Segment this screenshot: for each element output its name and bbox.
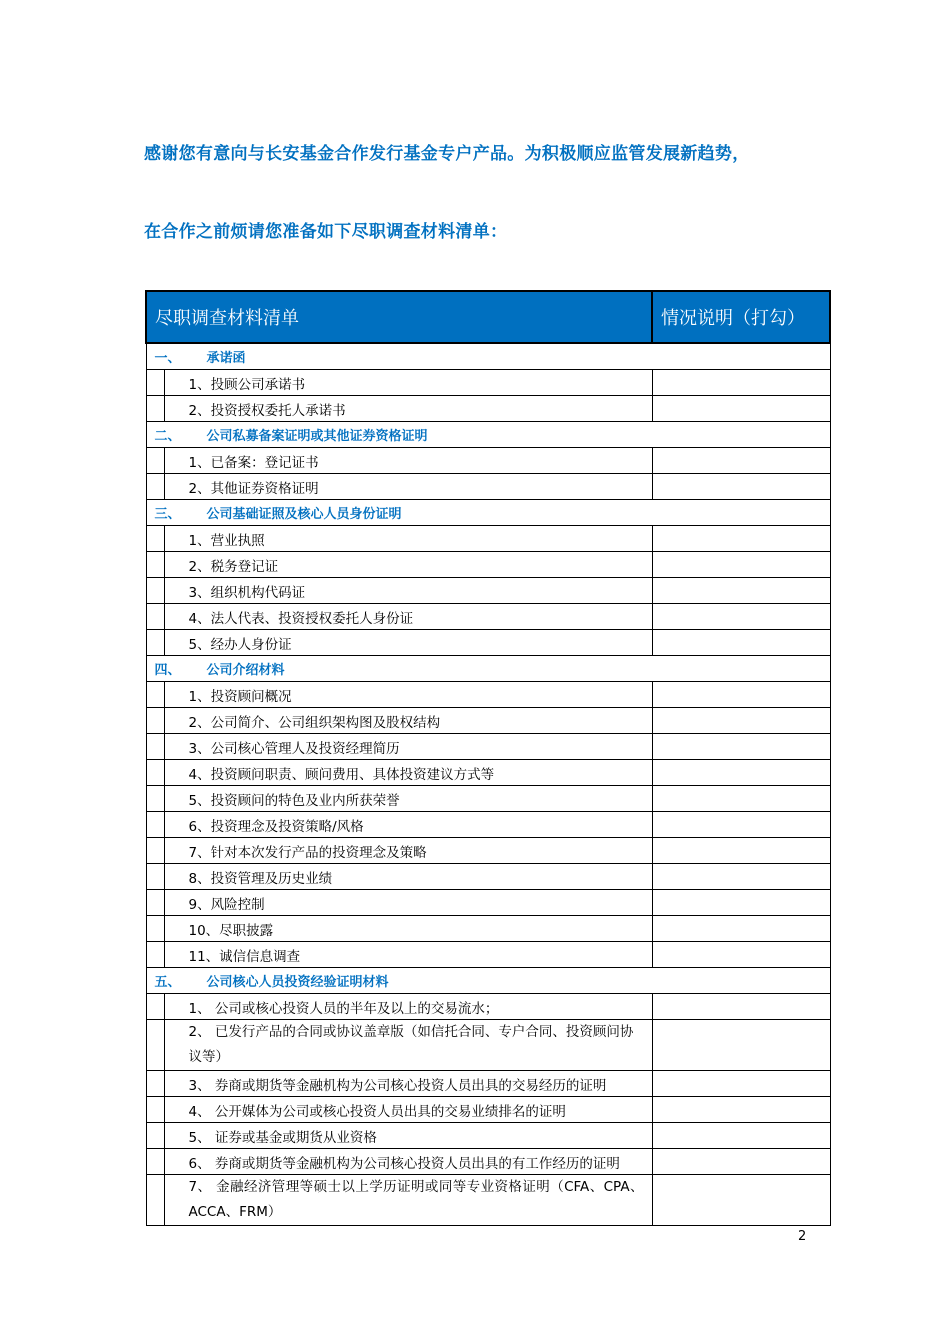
item-label: 5、投资顾问的特色及业内所获荣誉 [164,786,652,812]
section-title: 公司私募备案证明或其他证券资格证明 [206,429,428,444]
item-label: 10、尽职披露 [164,916,652,942]
indent-cell [146,838,164,864]
table-header [146,291,830,343]
check-cell[interactable] [652,1071,830,1097]
item-label: 7、针对本次发行产品的投资理念及策略 [164,838,652,864]
indent-cell [146,942,164,968]
check-cell[interactable] [652,708,830,734]
check-cell[interactable] [652,734,830,760]
page-number: 2 [798,1229,807,1244]
indent-cell [146,1097,164,1123]
table-row [146,890,830,916]
item-label: 1、 公司或核心投资人员的半年及以上的交易流水； [164,994,652,1020]
check-cell[interactable] [652,942,830,968]
intro-line-2: 在合作之前烦请您准备如下尽职调查材料清单： [144,222,508,242]
table-row [146,448,830,474]
item-label: 1、投资顾问概况 [164,682,652,708]
table-row [146,630,830,656]
table-row [146,812,830,838]
indent-cell [146,526,164,552]
check-cell[interactable] [652,682,830,708]
check-cell[interactable] [652,864,830,890]
table-row [146,708,830,734]
table-row [146,1020,830,1071]
item-label: 2、其他证券资格证明 [164,474,652,500]
due-diligence-table [145,290,831,1226]
indent-cell [146,474,164,500]
section-title: 公司核心人员投资经验证明材料 [206,975,389,990]
check-cell[interactable] [652,994,830,1020]
item-label: 2、公司简介、公司组织架构图及股权结构 [164,708,652,734]
item-label: 7、 金融经济管理等硕士以上学历证明或同等专业资格证明（CFA、CPA、ACCA、FRM） [164,1175,652,1226]
section-title: 承诺函 [206,351,246,366]
section-number: 四、 [154,663,181,678]
section-row [146,500,830,526]
section-number: 三、 [154,507,181,522]
indent-cell [146,370,164,396]
check-cell[interactable] [652,552,830,578]
indent-cell [146,760,164,786]
item-label: 3、 券商或期货等金融机构为公司核心投资人员出具的交易经历的证明 [164,1071,652,1097]
indent-cell [146,396,164,422]
item-label: 11、诚信信息调查 [164,942,652,968]
indent-cell [146,448,164,474]
check-cell[interactable] [652,630,830,656]
table-row [146,552,830,578]
indent-cell [146,812,164,838]
table-row [146,838,830,864]
indent-cell [146,1175,164,1226]
check-cell[interactable] [652,396,830,422]
section-title: 公司介绍材料 [206,663,285,678]
indent-cell [146,630,164,656]
item-label: 4、法人代表、投资授权委托人身份证 [164,604,652,630]
section-row [146,968,830,994]
header-check-title: 情况说明（打勾） [652,291,830,343]
table-row [146,604,830,630]
intro-line-1: 感谢您有意向与长安基金合作发行基金专户产品。为积极顺应监管发展新趋势， [144,144,750,164]
check-cell[interactable] [652,916,830,942]
item-label: 4、投资顾问职责、顾问费用、具体投资建议方式等 [164,760,652,786]
item-label: 3、组织机构代码证 [164,578,652,604]
check-cell[interactable] [652,1020,830,1071]
indent-cell [146,1071,164,1097]
item-label: 1、已备案：登记证书 [164,448,652,474]
section-number: 一、 [154,351,181,366]
table-row [146,578,830,604]
indent-cell [146,1123,164,1149]
indent-cell [146,734,164,760]
indent-cell [146,708,164,734]
check-cell[interactable] [652,604,830,630]
item-label: 4、 公开媒体为公司或核心投资人员出具的交易业绩排名的证明 [164,1097,652,1123]
table-row [146,682,830,708]
check-cell[interactable] [652,1175,830,1226]
table-row [146,1071,830,1097]
check-cell[interactable] [652,448,830,474]
check-cell[interactable] [652,838,830,864]
table-row [146,734,830,760]
section-row [146,422,830,448]
check-cell[interactable] [652,474,830,500]
indent-cell [146,786,164,812]
indent-cell [146,916,164,942]
indent-cell [146,890,164,916]
table-row [146,1175,830,1226]
table-row [146,526,830,552]
table-row [146,1123,830,1149]
item-label: 5、经办人身份证 [164,630,652,656]
item-label: 1、营业执照 [164,526,652,552]
item-label: 3、公司核心管理人及投资经理简历 [164,734,652,760]
indent-cell [146,1020,164,1071]
check-cell[interactable] [652,1149,830,1175]
check-cell[interactable] [652,786,830,812]
item-label: 2、税务登记证 [164,552,652,578]
indent-cell [146,578,164,604]
check-cell[interactable] [652,370,830,396]
item-label: 9、风险控制 [164,890,652,916]
table-row [146,916,830,942]
section-title: 公司基础证照及核心人员身份证明 [206,507,402,522]
table-row [146,994,830,1020]
item-label: 5、 证券或基金或期货从业资格 [164,1123,652,1149]
table-row [146,370,830,396]
indent-cell [146,864,164,890]
check-cell[interactable] [652,760,830,786]
check-cell[interactable] [652,812,830,838]
section-number: 二、 [154,429,181,444]
check-cell[interactable] [652,578,830,604]
section-row [146,343,830,370]
item-label: 2、 已发行产品的合同或协议盖章版（如信托合同、专户合同、投资顾问协议等） [164,1020,652,1071]
table-row [146,864,830,890]
indent-cell [146,1149,164,1175]
table-row [146,760,830,786]
header-item-title: 尽职调查材料清单 [146,291,652,343]
item-label: 1、投顾公司承诺书 [164,370,652,396]
check-cell[interactable] [652,1123,830,1149]
indent-cell [146,604,164,630]
section-number: 五、 [154,975,181,990]
item-label: 2、投资授权委托人承诺书 [164,396,652,422]
table-row [146,396,830,422]
table-row [146,1149,830,1175]
table-row [146,1097,830,1123]
item-label: 8、投资管理及历史业绩 [164,864,652,890]
table-row [146,474,830,500]
check-cell[interactable] [652,890,830,916]
check-cell[interactable] [652,1097,830,1123]
item-label: 6、投资理念及投资策略/风格 [164,812,652,838]
table-row [146,942,830,968]
check-cell[interactable] [652,526,830,552]
indent-cell [146,552,164,578]
indent-cell [146,682,164,708]
section-row [146,656,830,682]
indent-cell [146,994,164,1020]
item-label: 6、 券商或期货等金融机构为公司核心投资人员出具的有工作经历的证明 [164,1149,652,1175]
table-row [146,786,830,812]
